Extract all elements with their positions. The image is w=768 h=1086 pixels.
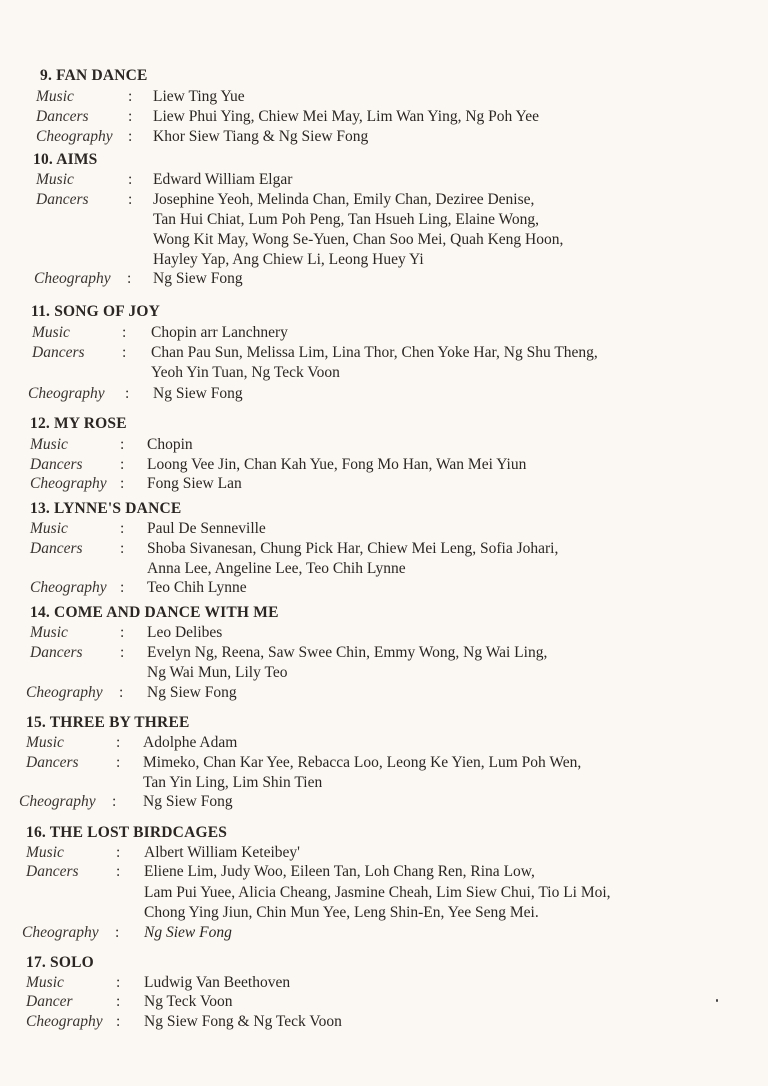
colon: : [127,270,132,287]
choreography-label: Cheography [30,579,107,596]
music-label: Music [36,171,74,188]
dancers-line: Tan Yin Ling, Lim Shin Tien [143,774,323,791]
choreography-value: Ng Siew Fong [153,385,243,402]
colon: : [116,754,121,771]
item-title: 16. THE LOST BIRDCAGES [26,824,228,841]
colon: : [125,385,130,402]
music-value: Liew Ting Yue [153,88,245,105]
scan-speck [716,999,718,1002]
choreography-label: Cheography [28,385,105,402]
dancers-line: Anna Lee, Angeline Lee, Teo Chih Lynne [147,560,406,577]
dancers-line: Lam Pui Yuee, Alicia Cheang, Jasmine Cheah, Lim Siew Chui, Tio Li Moi, [144,884,611,901]
item-title: 9. FAN DANCE [40,67,148,84]
dancers-line: Eliene Lim, Judy Woo, Eileen Tan, Loh Chang Ren, Rina Low, [144,863,535,880]
colon: : [128,171,133,188]
item-title: 10. AIMS [33,151,98,168]
music-value: Adolphe Adam [143,734,238,751]
colon: : [128,108,133,125]
colon: : [116,863,121,880]
colon: : [120,644,125,661]
colon: : [116,844,121,861]
music-value: Chopin [147,436,193,453]
dancers-line: Chan Pau Sun, Melissa Lim, Lina Thor, Chen Yoke Har, Ng Shu Theng, [151,344,598,361]
dancers-label: Dancers [36,108,89,125]
dancers-label: Dancers [26,754,79,771]
colon: : [120,540,125,557]
dancers-label: Dancers [30,540,83,557]
dancers-line: Ng Wai Mun, Lily Teo [147,664,288,681]
music-label: Music [30,520,68,537]
choreography-value: Ng Siew Fong & Ng Teck Voon [144,1013,342,1030]
colon: : [116,1013,121,1030]
dancers-line: Hayley Yap, Ang Chiew Li, Leong Huey Yi [153,251,424,268]
music-label: Music [36,88,74,105]
colon: : [120,456,125,473]
colon: : [128,128,133,145]
choreography-label: Cheography [26,1013,103,1030]
dancer-label: Dancer [26,993,73,1010]
dancers-label: Dancers [30,456,83,473]
dancers-line: Evelyn Ng, Reena, Saw Swee Chin, Emmy Wong, Ng Wai Ling, [147,644,548,661]
music-value: Paul De Senneville [147,520,266,537]
music-label: Music [30,624,68,641]
colon: : [120,579,125,596]
item-title: 12. MY ROSE [30,415,127,432]
colon: : [115,924,120,941]
choreography-label: Cheography [19,793,96,810]
colon: : [116,993,121,1010]
music-value: Leo Delibes [147,624,223,641]
colon: : [120,475,125,492]
dancers-line: Yeoh Yin Tuan, Ng Teck Voon [151,364,340,381]
item-title: 13. LYNNE'S DANCE [30,500,182,517]
dancers-line: Chong Ying Jiun, Chin Mun Yee, Leng Shin-En, Yee Seng Mei. [144,904,539,921]
dancers-line: Josephine Yeoh, Melinda Chan, Emily Chan, Deziree Denise, [153,191,535,208]
colon: : [119,684,124,701]
choreography-label: Cheography [30,475,107,492]
dancers-line: Liew Phui Ying, Chiew Mei May, Lim Wan Ying, Ng Poh Yee [153,108,539,125]
colon: : [120,436,125,453]
choreography-label: Cheography [22,924,99,941]
dancers-label: Dancers [32,344,85,361]
choreography-label: Cheography [34,270,111,287]
music-label: Music [26,844,64,861]
colon: : [122,344,127,361]
dancers-line: Tan Hui Chiat, Lum Poh Peng, Tan Hsueh Ling, Elaine Wong, [153,211,540,228]
choreography-label: Cheography [26,684,103,701]
choreography-label: Cheography [36,128,113,145]
colon: : [116,734,121,751]
colon: : [128,88,133,105]
dancers-label: Dancers [26,863,79,880]
dancers-line: Loong Vee Jin, Chan Kah Yue, Fong Mo Han, Wan Mei Yiun [147,456,527,473]
choreography-value: Ng Siew Fong [144,924,232,941]
choreography-value: Khor Siew Tiang & Ng Siew Fong [153,128,369,145]
dancer-value: Ng Teck Voon [144,993,233,1010]
music-label: Music [30,436,68,453]
item-title: 14. COME AND DANCE WITH ME [30,604,279,621]
dancers-line: Mimeko, Chan Kar Yee, Rebacca Loo, Leong Ke Yien, Lum Poh Wen, [143,754,582,771]
choreography-value: Ng Siew Fong [153,270,243,287]
music-value: Edward William Elgar [153,171,293,188]
colon: : [120,520,125,537]
item-title: 17. SOLO [26,954,94,971]
choreography-value: Ng Siew Fong [143,793,233,810]
dancers-label: Dancers [36,191,89,208]
music-value: Albert William Keteibey' [144,844,300,861]
dancers-line: Wong Kit May, Wong Se-Yuen, Chan Soo Mei, Quah Keng Hoon, [153,231,564,248]
colon: : [122,324,127,341]
music-label: Music [26,734,64,751]
music-value: Chopin arr Lanchnery [151,324,288,341]
choreography-value: Ng Siew Fong [147,684,237,701]
music-label: Music [32,324,70,341]
colon: : [120,624,125,641]
item-title: 15. THREE BY THREE [26,714,190,731]
item-title: 11. SONG OF JOY [31,303,161,320]
colon: : [112,793,117,810]
music-value: Ludwig Van Beethoven [144,974,291,991]
choreography-value: Fong Siew Lan [147,475,242,492]
music-label: Music [26,974,64,991]
dancers-line: Shoba Sivanesan, Chung Pick Har, Chiew Mei Leng, Sofia Johari, [147,540,559,557]
dancers-label: Dancers [30,644,83,661]
colon: : [116,974,121,991]
choreography-value: Teo Chih Lynne [147,579,247,596]
colon: : [128,191,133,208]
